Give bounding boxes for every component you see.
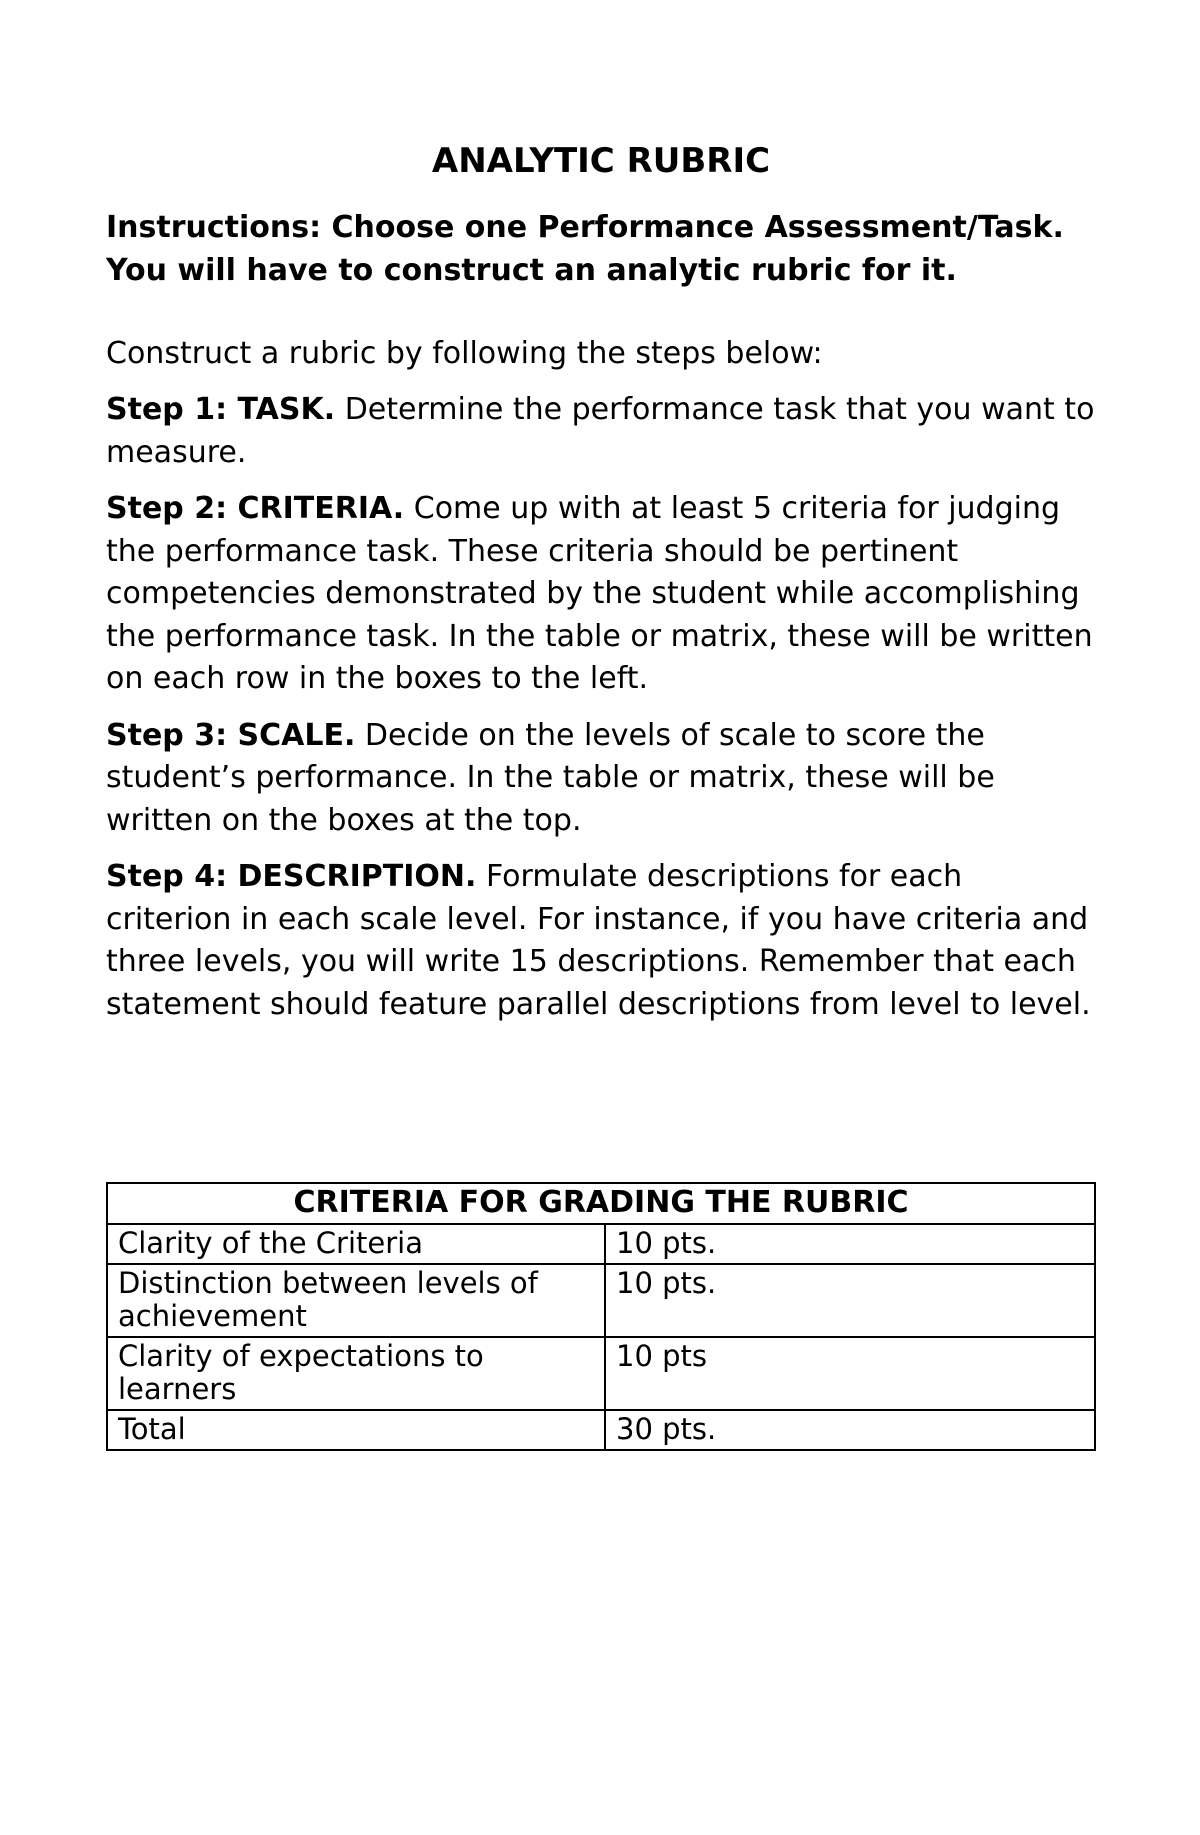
instructions-text: Instructions: Choose one Performance Assessment/Task. You will have to construct an analytic rubric for it. (106, 210, 1064, 288)
step-2 (106, 488, 1096, 701)
step-text: Come up with at least 5 criteria for judging the performance task. These criteria should be pertinent competencies demonstrated by the student while accomplishing the performance task. In the table or matrix, these will be written on each row in the boxes to the left. (106, 491, 1093, 696)
points-cell: 10 pts. (605, 1224, 1095, 1264)
step-label: Step 2: CRITERIA. (106, 491, 405, 526)
criterion-cell: Distinction between levels of achievement (107, 1264, 605, 1337)
points-cell: 10 pts. (605, 1264, 1095, 1337)
step-label: Step 1: TASK. (106, 392, 336, 427)
step-label: Step 4: DESCRIPTION. (106, 859, 477, 894)
step-3 (106, 715, 1096, 843)
table-header: CRITERIA FOR GRADING THE RUBRIC (107, 1183, 1095, 1224)
total-points-cell: 30 pts. (605, 1410, 1095, 1450)
step-text: Determine the performance task that you want to measure. (106, 392, 1095, 470)
step-label: Step 3: SCALE. (106, 717, 356, 753)
grading-criteria-table (106, 1182, 1096, 1451)
table-row (107, 1337, 1095, 1410)
total-label-cell: Total (107, 1410, 605, 1450)
table-row (107, 1264, 1095, 1337)
table-row-total (107, 1410, 1095, 1450)
step-4 (106, 856, 1096, 1026)
intro-text: Construct a rubric by following the steps below: (106, 336, 823, 371)
criterion-cell: Clarity of expectations to learners (107, 1337, 605, 1410)
step-text: Decide on the levels of scale to score the student’s performance. In the table or matrix, these will be written on the boxes at the top. (106, 717, 995, 838)
table-row (107, 1224, 1095, 1264)
step-text: Formulate descriptions for each criterion in each scale level. For instance, if you have criteria and three levels, you will write 15 descriptions. Remember that each statement should feature parallel descriptions from level to level. (106, 859, 1091, 1022)
criterion-cell: Clarity of the Criteria (107, 1224, 605, 1264)
points-cell: 10 pts (605, 1337, 1095, 1410)
step-1 (106, 389, 1096, 474)
table-header-row (107, 1183, 1095, 1224)
document-title: ANALYTIC RUBRIC (431, 141, 771, 181)
document-body (106, 140, 1096, 1040)
